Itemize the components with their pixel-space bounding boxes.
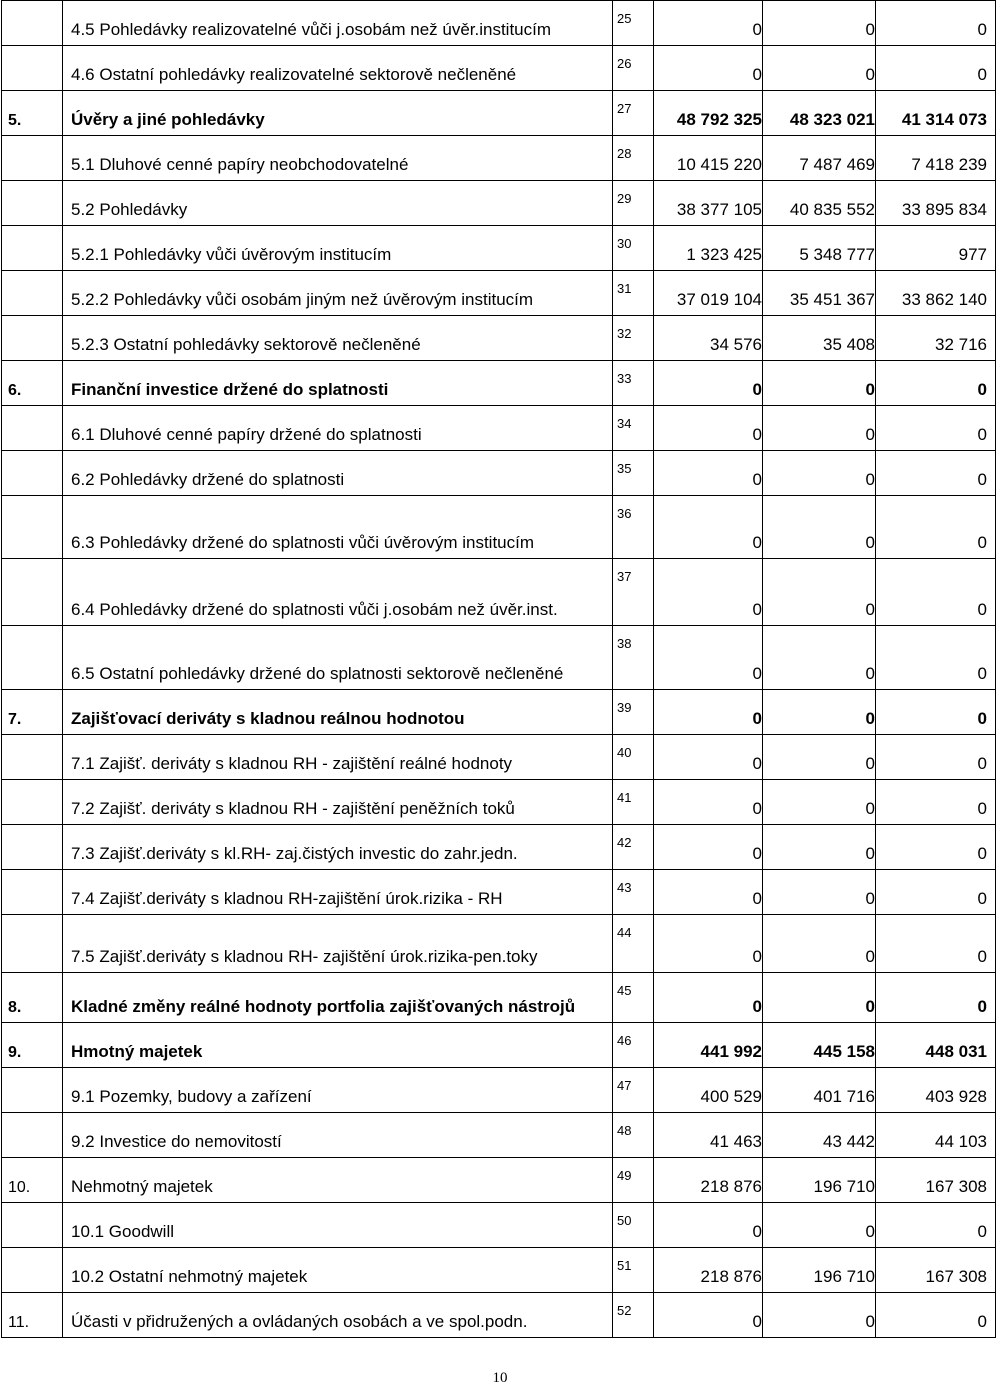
- row-number: 32: [613, 316, 654, 361]
- item-name: 7.4 Zajišť.deriváty s kladnou RH-zajištění úrok.rizika - RH: [63, 870, 613, 915]
- row-number: 30: [613, 226, 654, 271]
- item-number: [2, 406, 63, 451]
- value-col-3: 0: [876, 1203, 996, 1248]
- item-number: 7.: [2, 690, 63, 735]
- value-col-2: 35 451 367: [763, 271, 876, 316]
- item-number: [2, 181, 63, 226]
- value-col-3: 0: [876, 825, 996, 870]
- item-name: 5.2.3 Ostatní pohledávky sektorově nečleněné: [63, 316, 613, 361]
- row-number: 25: [613, 1, 654, 46]
- row-number: 45: [613, 973, 654, 1023]
- value-col-1: 37 019 104: [654, 271, 763, 316]
- value-col-1: 1 323 425: [654, 226, 763, 271]
- item-number: [2, 1113, 63, 1158]
- value-col-1: 10 415 220: [654, 136, 763, 181]
- item-number: [2, 1203, 63, 1248]
- table-row: [2, 181, 996, 226]
- table-row: [2, 780, 996, 825]
- table-row: [2, 915, 996, 973]
- value-col-1: 0: [654, 361, 763, 406]
- value-col-3: 167 308: [876, 1248, 996, 1293]
- table-row: [2, 496, 996, 559]
- value-col-3: 33 895 834: [876, 181, 996, 226]
- value-col-3: 167 308: [876, 1158, 996, 1203]
- item-name: 5.2.2 Pohledávky vůči osobám jiným než úvěrovým institucím: [63, 271, 613, 316]
- item-name: Finanční investice držené do splatnosti: [63, 361, 613, 406]
- item-name: Nehmotný majetek: [63, 1158, 613, 1203]
- value-col-2: 0: [763, 915, 876, 973]
- item-name: Kladné změny reálné hodnoty portfolia zajišťovaných nástrojů: [63, 973, 613, 1023]
- table-row: [2, 1, 996, 46]
- row-number: 40: [613, 735, 654, 780]
- row-number: 31: [613, 271, 654, 316]
- item-number: [2, 316, 63, 361]
- value-col-3: 0: [876, 1293, 996, 1338]
- item-name: 7.3 Zajišť.deriváty s kl.RH- zaj.čistých investic do zahr.jedn.: [63, 825, 613, 870]
- value-col-1: 48 792 325: [654, 91, 763, 136]
- value-col-2: 48 323 021: [763, 91, 876, 136]
- value-col-2: 0: [763, 626, 876, 690]
- row-number: 36: [613, 496, 654, 559]
- item-number: 8.: [2, 973, 63, 1023]
- row-number: 29: [613, 181, 654, 226]
- value-col-1: 0: [654, 46, 763, 91]
- item-number: [2, 1248, 63, 1293]
- table-row: [2, 559, 996, 626]
- value-col-1: 0: [654, 1293, 763, 1338]
- value-col-1: 0: [654, 451, 763, 496]
- item-number: [2, 870, 63, 915]
- value-col-3: 0: [876, 361, 996, 406]
- row-number: 37: [613, 559, 654, 626]
- value-col-3: 448 031: [876, 1023, 996, 1068]
- item-number: [2, 496, 63, 559]
- value-col-2: 0: [763, 46, 876, 91]
- row-number: 43: [613, 870, 654, 915]
- row-number: 49: [613, 1158, 654, 1203]
- value-col-3: 977: [876, 226, 996, 271]
- item-number: [2, 735, 63, 780]
- row-number: 33: [613, 361, 654, 406]
- item-name: Hmotný majetek: [63, 1023, 613, 1068]
- item-number: [2, 451, 63, 496]
- value-col-3: 0: [876, 1, 996, 46]
- value-col-1: 0: [654, 559, 763, 626]
- item-name: 5.2.1 Pohledávky vůči úvěrovým institucím: [63, 226, 613, 271]
- item-number: [2, 780, 63, 825]
- value-col-3: 403 928: [876, 1068, 996, 1113]
- value-col-2: 0: [763, 735, 876, 780]
- value-col-1: 0: [654, 406, 763, 451]
- table-row: [2, 1023, 996, 1068]
- row-number: 34: [613, 406, 654, 451]
- value-col-3: 0: [876, 559, 996, 626]
- page-number: 10: [492, 1370, 508, 1386]
- row-number: 47: [613, 1068, 654, 1113]
- item-name: Účasti v přidružených a ovládaných osobách a ve spol.podn.: [63, 1293, 613, 1338]
- row-number: 48: [613, 1113, 654, 1158]
- table-row: [2, 1113, 996, 1158]
- value-col-2: 0: [763, 361, 876, 406]
- value-col-2: 0: [763, 559, 876, 626]
- item-name: 9.2 Investice do nemovitostí: [63, 1113, 613, 1158]
- value-col-1: 218 876: [654, 1248, 763, 1293]
- table-row: [2, 226, 996, 271]
- value-col-2: 0: [763, 451, 876, 496]
- table-body: [2, 1, 996, 1338]
- row-number: 42: [613, 825, 654, 870]
- value-col-1: 0: [654, 496, 763, 559]
- item-number: [2, 271, 63, 316]
- item-name: 4.5 Pohledávky realizovatelné vůči j.osobám než úvěr.institucím: [63, 1, 613, 46]
- table-row: [2, 626, 996, 690]
- row-number: 51: [613, 1248, 654, 1293]
- row-number: 52: [613, 1293, 654, 1338]
- row-number: 44: [613, 915, 654, 973]
- value-col-2: 445 158: [763, 1023, 876, 1068]
- row-number: 41: [613, 780, 654, 825]
- value-col-2: 196 710: [763, 1158, 876, 1203]
- value-col-3: 41 314 073: [876, 91, 996, 136]
- value-col-1: 218 876: [654, 1158, 763, 1203]
- item-number: [2, 1068, 63, 1113]
- table-row: [2, 1203, 996, 1248]
- value-col-2: 35 408: [763, 316, 876, 361]
- value-col-1: 38 377 105: [654, 181, 763, 226]
- value-col-1: 0: [654, 690, 763, 735]
- table-row: [2, 451, 996, 496]
- item-number: [2, 1, 63, 46]
- balance-sheet-table: [1, 0, 996, 1338]
- value-col-3: 0: [876, 496, 996, 559]
- row-number: 35: [613, 451, 654, 496]
- value-col-3: 0: [876, 46, 996, 91]
- item-number: 11.: [2, 1293, 63, 1338]
- value-col-1: 0: [654, 626, 763, 690]
- value-col-1: 0: [654, 825, 763, 870]
- value-col-2: 43 442: [763, 1113, 876, 1158]
- value-col-1: 0: [654, 973, 763, 1023]
- value-col-2: 0: [763, 973, 876, 1023]
- table-row: [2, 1293, 996, 1338]
- table-row: [2, 361, 996, 406]
- table-row: [2, 825, 996, 870]
- item-name: 6.2 Pohledávky držené do splatnosti: [63, 451, 613, 496]
- row-number: 46: [613, 1023, 654, 1068]
- value-col-2: 0: [763, 1293, 876, 1338]
- item-name: 5.2 Pohledávky: [63, 181, 613, 226]
- value-col-2: 0: [763, 870, 876, 915]
- value-col-2: 0: [763, 690, 876, 735]
- value-col-2: 0: [763, 825, 876, 870]
- item-name: Úvěry a jiné pohledávky: [63, 91, 613, 136]
- item-name: 7.5 Zajišť.deriváty s kladnou RH- zajištění úrok.rizika-pen.toky: [63, 915, 613, 973]
- item-name: Zajišťovací deriváty s kladnou reálnou hodnotou: [63, 690, 613, 735]
- row-number: 38: [613, 626, 654, 690]
- value-col-3: 0: [876, 915, 996, 973]
- value-col-3: 32 716: [876, 316, 996, 361]
- table-row: [2, 406, 996, 451]
- row-number: 50: [613, 1203, 654, 1248]
- item-number: [2, 226, 63, 271]
- item-name: 6.1 Dluhové cenné papíry držené do splatnosti: [63, 406, 613, 451]
- item-number: 5.: [2, 91, 63, 136]
- value-col-1: 41 463: [654, 1113, 763, 1158]
- table-row: [2, 136, 996, 181]
- value-col-1: 0: [654, 870, 763, 915]
- item-name: 7.2 Zajišť. deriváty s kladnou RH - zajištění peněžních toků: [63, 780, 613, 825]
- value-col-1: 34 576: [654, 316, 763, 361]
- value-col-3: 7 418 239: [876, 136, 996, 181]
- value-col-1: 400 529: [654, 1068, 763, 1113]
- item-name: 6.4 Pohledávky držené do splatnosti vůči j.osobám než úvěr.inst.: [63, 559, 613, 626]
- row-number: 27: [613, 91, 654, 136]
- table-row: [2, 46, 996, 91]
- value-col-3: 0: [876, 973, 996, 1023]
- value-col-1: 0: [654, 1203, 763, 1248]
- table-row: [2, 316, 996, 361]
- item-name: 9.1 Pozemky, budovy a zařízení: [63, 1068, 613, 1113]
- item-number: [2, 46, 63, 91]
- table-row: [2, 735, 996, 780]
- item-name: 6.3 Pohledávky držené do splatnosti vůči úvěrovým institucím: [63, 496, 613, 559]
- item-name: 4.6 Ostatní pohledávky realizovatelné sektorově nečleněné: [63, 46, 613, 91]
- value-col-2: 0: [763, 1, 876, 46]
- value-col-2: 196 710: [763, 1248, 876, 1293]
- value-col-3: 33 862 140: [876, 271, 996, 316]
- item-number: 9.: [2, 1023, 63, 1068]
- value-col-2: 5 348 777: [763, 226, 876, 271]
- row-number: 26: [613, 46, 654, 91]
- value-col-1: 0: [654, 915, 763, 973]
- item-number: [2, 915, 63, 973]
- item-number: [2, 136, 63, 181]
- value-col-3: 0: [876, 780, 996, 825]
- value-col-3: 0: [876, 870, 996, 915]
- table-row: [2, 690, 996, 735]
- item-name: 7.1 Zajišť. deriváty s kladnou RH - zajištění reálné hodnoty: [63, 735, 613, 780]
- value-col-3: 0: [876, 626, 996, 690]
- value-col-3: 0: [876, 406, 996, 451]
- row-number: 39: [613, 690, 654, 735]
- item-name: 6.5 Ostatní pohledávky držené do splatnosti sektorově nečleněné: [63, 626, 613, 690]
- row-number: 28: [613, 136, 654, 181]
- item-name: 10.2 Ostatní nehmotný majetek: [63, 1248, 613, 1293]
- value-col-2: 7 487 469: [763, 136, 876, 181]
- value-col-3: 0: [876, 735, 996, 780]
- value-col-2: 0: [763, 1203, 876, 1248]
- value-col-2: 401 716: [763, 1068, 876, 1113]
- value-col-1: 0: [654, 1, 763, 46]
- value-col-2: 0: [763, 496, 876, 559]
- item-name: 10.1 Goodwill: [63, 1203, 613, 1248]
- value-col-3: 0: [876, 690, 996, 735]
- item-number: [2, 626, 63, 690]
- value-col-3: 0: [876, 451, 996, 496]
- value-col-2: 0: [763, 780, 876, 825]
- table-row: [2, 1158, 996, 1203]
- item-number: [2, 559, 63, 626]
- table-row: [2, 271, 996, 316]
- value-col-3: 44 103: [876, 1113, 996, 1158]
- value-col-2: 0: [763, 406, 876, 451]
- value-col-2: 40 835 552: [763, 181, 876, 226]
- item-number: 10.: [2, 1158, 63, 1203]
- table-row: [2, 973, 996, 1023]
- table-row: [2, 1248, 996, 1293]
- value-col-1: 0: [654, 780, 763, 825]
- value-col-1: 441 992: [654, 1023, 763, 1068]
- table-row: [2, 870, 996, 915]
- value-col-1: 0: [654, 735, 763, 780]
- item-number: [2, 825, 63, 870]
- table-row: [2, 1068, 996, 1113]
- item-number: 6.: [2, 361, 63, 406]
- table-row: [2, 91, 996, 136]
- item-name: 5.1 Dluhové cenné papíry neobchodovatelné: [63, 136, 613, 181]
